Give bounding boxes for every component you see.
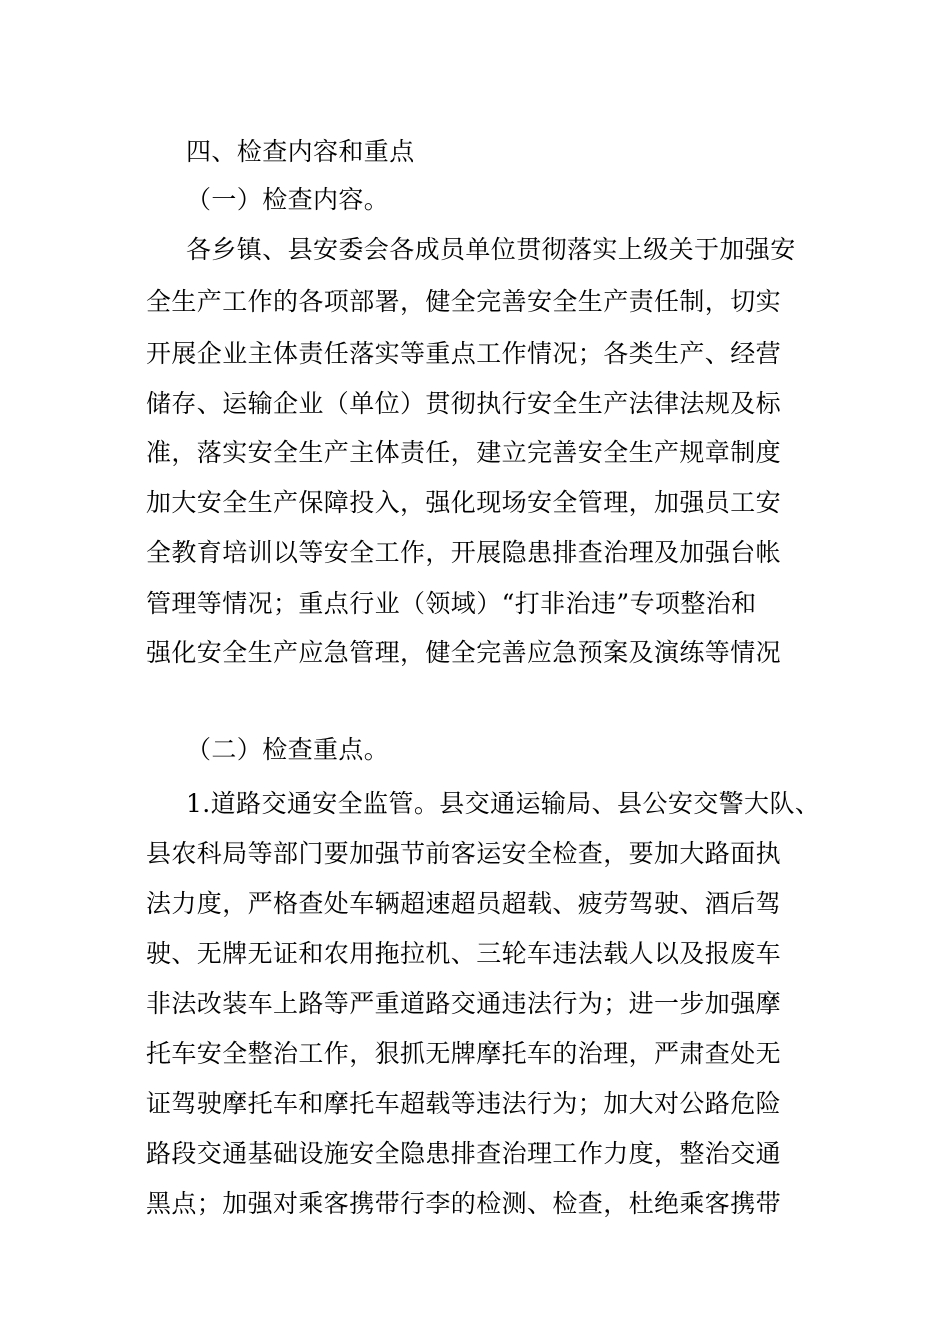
paragraph-line: 黑点；加强对乘客携带行李的检测、检查，杜绝乘客携带 [146,1189,782,1218]
paragraph-line: 驶、无牌无证和农用拖拉机、三轮车违法载人以及报废车 [146,939,782,968]
paragraph-line: 法力度，严格查处车辆超速超员超载、疲劳驾驶、酒后驾 [146,889,782,918]
paragraph-line: 县农科局等部门要加强节前客运安全检查，要加大路面执 [146,839,782,868]
subsection-title-content: （一）检查内容。 [186,185,390,214]
paragraph-line: 加大安全生产保障投入，强化现场安全管理，加强员工安 [146,488,782,517]
paragraph-line: 托车安全整治工作，狠抓无牌摩托车的治理，严肃查处无 [146,1039,782,1068]
paragraph-line: 全教育培训以等安全工作，开展隐患排查治理及加强台帐 [146,538,782,567]
paragraph-line: 管理等情况；重点行业（领域）“打非治违”专项整治和 [146,589,757,618]
paragraph-line: 开展企业主体责任落实等重点工作情况；各类生产、经营 [146,339,782,368]
paragraph-line: 各乡镇、县安委会各成员单位贯彻落实上级关于加强安 [186,235,796,264]
paragraph-line: 1.道路交通安全监管。县交通运输局、县公安交警大队、 [186,789,821,818]
paragraph-line: 准，落实安全生产主体责任，建立完善安全生产规章制度 [146,438,782,467]
paragraph-line: 储存、运输企业（单位）贯彻执行安全生产法律法规及标 [146,389,782,418]
paragraph-line: 证驾驶摩托车和摩托车超载等违法行为；加大对公路危险 [146,1089,782,1118]
paragraph-line: 路段交通基础设施安全隐患排查治理工作力度，整治交通 [146,1139,782,1168]
section-heading: 四、检查内容和重点 [186,137,415,166]
paragraph-line: 强化安全生产应急管理，健全完善应急预案及演练等情况 [146,638,782,667]
subsection-title-focus: （二）检查重点。 [186,735,390,764]
paragraph-line: 全生产工作的各项部署，健全完善安全生产责任制，切实 [146,287,782,316]
paragraph-line: 非法改装车上路等严重道路交通违法行为；进一步加强摩 [146,989,782,1018]
